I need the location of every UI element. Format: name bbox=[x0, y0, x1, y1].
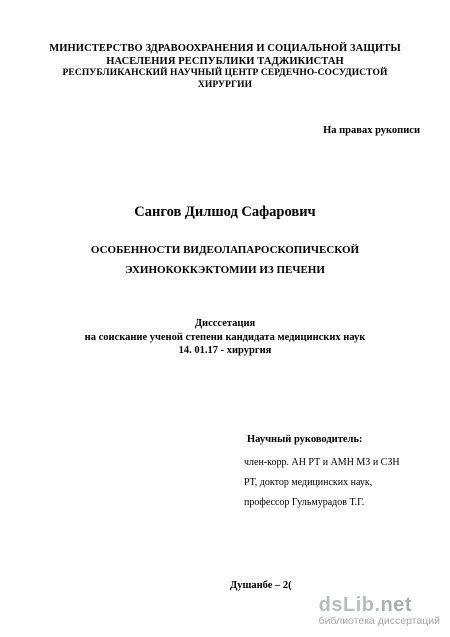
logo-dot: . bbox=[374, 594, 381, 616]
degree-info bbox=[0, 317, 450, 358]
title-line-2: ЭХИНОКОККЭКТОМИИ ИЗ ПЕЧЕНИ bbox=[125, 264, 325, 276]
dslib-watermark[interactable] bbox=[319, 595, 440, 627]
city-year: Душанбе – 2( bbox=[230, 580, 292, 591]
supervisor-line-3: профессор Гульмурадов Т.Г. bbox=[244, 497, 365, 508]
watermark-tagline: библиотека диссертаций bbox=[318, 615, 440, 627]
title-line-1: ОСОБЕННОСТИ ВИДЕОЛАПАРОСКОПИЧЕСКОЙ bbox=[90, 244, 360, 256]
degree-line-3: 14. 01.17 - хирургия bbox=[178, 345, 272, 356]
dslib-logo bbox=[319, 595, 440, 615]
header-line-3: РЕСПУБЛИКАНСКИЙ НАУЧНЫЙ ЦЕНТР СЕРДЕЧНО-СОСУДИСТОЙ bbox=[62, 68, 388, 78]
dissertation-title bbox=[0, 240, 450, 280]
author-name: Сангов Дилшод Сафарович bbox=[134, 204, 316, 220]
degree-line-1: Дисссетация bbox=[194, 318, 256, 329]
degree-line-2: на соискание ученой степени кандидата медицинских наук bbox=[84, 331, 366, 343]
supervisor-line-2: РТ, доктор медицинских наук, bbox=[244, 477, 373, 488]
supervisor-details bbox=[244, 453, 400, 513]
ministry-header bbox=[0, 43, 450, 91]
header-line-1: МИНИСТЕРСТВО ЗДРАВООХРАНЕНИЯ И СОЦИАЛЬНОЙ ЗАЩИТЫ bbox=[49, 43, 401, 54]
supervisor-line-1: член-корр. АН РТ и АМН МЗ и СЗН bbox=[244, 457, 400, 468]
manuscript-rights-note: На правах рукописи bbox=[323, 125, 420, 136]
header-line-2: НАСЕЛЕНИЯ РЕСПУБЛИКИ ТАДЖИКИСТАН bbox=[106, 55, 344, 67]
logo-part-1: dsLib bbox=[318, 594, 375, 616]
header-line-4: ХИРУРГИИ bbox=[197, 79, 253, 90]
supervisor-heading: Научный руководитель: bbox=[247, 434, 363, 445]
logo-part-2: net bbox=[380, 594, 413, 616]
